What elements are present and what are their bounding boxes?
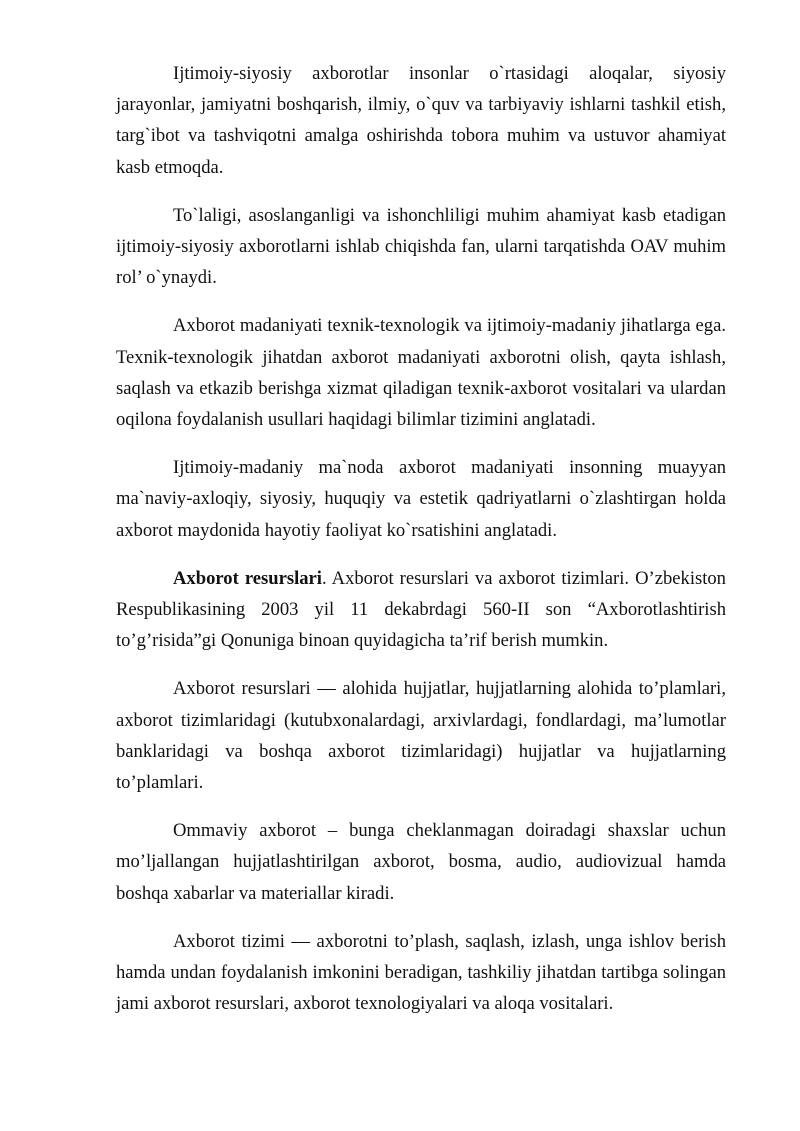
paragraph-def-info-resources: Axborot resurslari — alohida hujjatlar, hujjatlarning alohida to’plamlari, axborot tizimlaridagi (kutubxonalardagi, arxivlardagi, fondlardagi, ma’lumotlar banklaridagi va boshqa axborot tizimlaridagi) hujjatlar va hujjatlarning to’plamlari. xyxy=(116,678,726,794)
paragraph-def-mass-info: Ommaviy axborot – bunga cheklanmagan doiradagi shaxslar uchun mo’ljallangan hujjatlashtirilgan axborot, bosma, audio, audiovizual hamda boshqa xabarlar va materiallar kiradi. xyxy=(116,820,726,904)
paragraph-sociopolitical-info: Ijtimoiy-siyosiy axborotlar insonlar o`rtasidagi aloqalar, siyosiy jarayonlar, jamiyatni boshqarish, ilmiy, o`quv va tarbiyaviy ishlarni tashkil etish, targ`ibot va tashviqotni amalga oshirishda tobora muhim va ustuvor ahamiyat kasb etmoqda. xyxy=(116,63,726,178)
paragraph-info-culture: Axborot madaniyati texnik-texnologik va ijtimoiy-madaniy jihatlarga ega. Texnik-texnologik jihatdan axborot madaniyati axborotni olish, qayta ishlash, saqlash va etkazib berishga xizmat qiladigan texnik-axborot vositalari va ulardan oqilona foydalanish usullari haqidagi bilimlar tizimini anglatadi. xyxy=(116,315,726,431)
paragraph-sociocultural-meaning: Ijtimoiy-madaniy ma`noda axborot madaniyati insonning muayyan ma`naviy-axloqiy, siyosiy, huquqiy va estetik qadriyatlarni o`zlashtirgan holda axborot maydonida hayotiy faoliyat ko`rsatishini anglatadi. xyxy=(116,457,726,541)
paragraph-resources-heading xyxy=(116,563,726,657)
paragraph-completeness: To`laligi, asoslanganligi va ishonchliligi muhim ahamiyat kasb etadigan ijtimoiy-siyosiy axborotlarni ishlab chiqishda fan, ularni tarqatishda OAV muhim rol’ o`ynaydi. xyxy=(116,204,726,289)
paragraph-def-info-system: Axborot tizimi — axborotni to’plash, saqlash, izlash, unga ishlov berish hamda undan foydalanish imkonini beradigan, tashkiliy jihatdan tartibga solingan jami axborot resurslari, axborot texnologiyalari va aloqa vositalari. xyxy=(116,930,726,1015)
resources-heading-text: . Axborot resurslari va axborot tizimlari. O’zbekiston Respublikasining 2003 yil 11 dekabrdagi 560-II son “Axborotlashtirish to’g’risida”gi Qonuniga binoan quyidagicha ta’rif berish mumkin. xyxy=(116,567,726,652)
document-page xyxy=(116,58,726,1036)
resources-heading-bold: Axborot resurslari xyxy=(173,567,322,589)
